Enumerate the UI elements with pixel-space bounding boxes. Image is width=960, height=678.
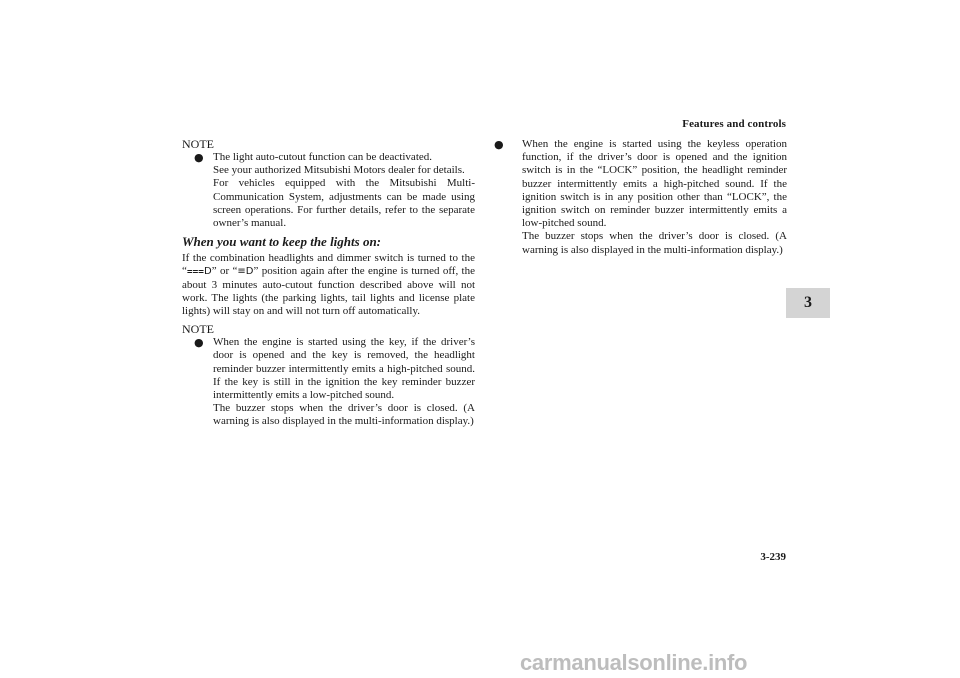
headlight-symbol-icon: ⩶D: [186, 266, 212, 278]
chapter-number: 3: [804, 294, 812, 311]
note-text: The buzzer stops when the driver’s door is closed. (A warning is also displayed in the multi-information display.): [213, 402, 475, 428]
paragraph-text: ” or “: [211, 265, 238, 278]
paragraph-text: ” position again after the engine is turned off, the about 3 minutes auto-cutout function described above will not work. The lights (the parking lights, tail lights and license plate lights) will stay on and will not turn off automatically.: [182, 265, 475, 318]
note-item: [494, 138, 787, 257]
right-column: [494, 138, 787, 257]
note-label: NOTE: [182, 137, 214, 151]
note-item: [182, 336, 475, 428]
paragraph-text: If the combination headlights and dimmer switch is turned to the “: [182, 252, 475, 278]
note-text: When the engine is started using the key, if the driver’s door is opened and the key is removed, the headlight reminder buzzer intermittently emits a high-pitched sound. If the key is still in the ignition the key reminder buzzer intermittently emits a low-pitched sound.: [213, 336, 475, 402]
body-paragraph: [182, 252, 475, 318]
note-label: NOTE: [182, 322, 214, 337]
note-text: See your authorized Mitsubishi Motors dealer for details.: [213, 164, 465, 177]
bullet-icon: ●: [194, 336, 204, 350]
left-column: [182, 138, 475, 429]
note-text: When the engine is started using the keyless operation function, if the driver’s door is opened and the ignition switch is in the “LOCK” position, the headlight reminder buzzer intermittently emits a high-pitched sound. If the ignition switch is in any position other than “LOCK”, the ignition switch on reminder buzzer intermittently emits a low-pitched sound.: [522, 138, 787, 230]
bullet-icon: ●: [494, 138, 504, 151]
chapter-tab: [786, 288, 830, 318]
note-item: [182, 151, 475, 230]
page-number: 3-239: [760, 551, 786, 563]
note-text: The buzzer stops when the driver’s door is closed. (A warning is also displayed in the multi-information display.): [522, 230, 787, 256]
page-header-title: Features and controls: [682, 118, 786, 130]
note-text: The light auto-cutout function can be deactivated.: [213, 151, 433, 163]
section-heading: When you want to keep the lights on:: [182, 234, 381, 250]
watermark: carmanualsonline.info: [520, 650, 748, 675]
note-text: For vehicles equipped with the Mitsubishi Multi-Communication System, adjustments can be made using screen operations. For further details, refer to the separate owner’s manual.: [213, 177, 475, 230]
auto-light-symbol-icon: ≡D: [237, 266, 254, 278]
bullet-icon: ●: [194, 151, 204, 164]
